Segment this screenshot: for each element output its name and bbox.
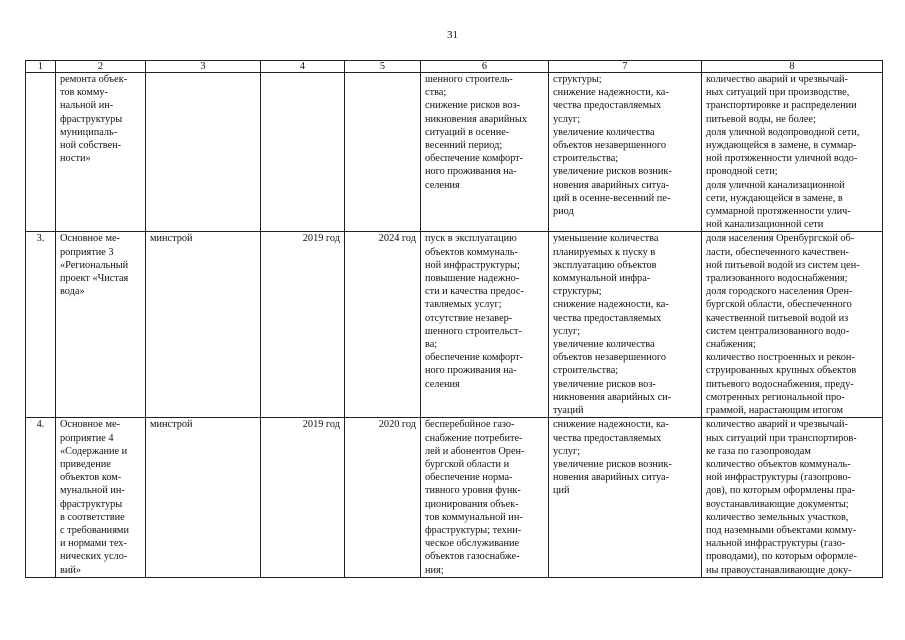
end-year: [345, 73, 421, 232]
header-col-5: 5: [345, 61, 421, 73]
header-col-8: 8: [702, 61, 883, 73]
consequences: структуры; снижение надежности, ка- чества предоставляемых услуг; увеличение количества объектов незавершенного строительства; увеличение рисков возник- новения аварийных ситуа- ций в осенне-весенний пе- риод: [549, 73, 702, 232]
header-col-1: 1: [26, 61, 56, 73]
end-year: 2020 год: [345, 418, 421, 577]
table-row: [26, 418, 883, 577]
consequences: снижение надежности, ка- чества предоставляемых услуг; увеличение рисков возник- новения аварийных ситуа- ций: [549, 418, 702, 577]
consequences: уменьшение количества планируемых к пуску в эксплуатацию объектов коммунальной инфра- структуры; снижение надежности, ка- чества предоставляемых услуг; увеличение количества объектов незавершенного строительства; увеличение рисков воз- никновения аварийных си- туаций: [549, 232, 702, 418]
header-col-7: 7: [549, 61, 702, 73]
header-row: [26, 61, 883, 73]
row-number: 3.: [26, 232, 56, 418]
expected-results: пуск в эксплуатацию объектов коммуналь- ной инфраструктуры; повышение надежно- сти и качества предос- тавляемых услуг; отсутствие незавер- шенного строительст- ва; обеспечение комфорт- ного проживания на- селения: [421, 232, 549, 418]
measures-table: [25, 60, 883, 578]
indicators: доля населения Оренбургской об- ласти, обеспеченного качествен- ной питьевой водой из систем цен- трализованного водоснабжения; доля городского населения Орен- бургской области, обеспеченного качественной питьевой водой из систем централизованного водо- снабжения; количество построенных и рекон- струированных крупных объектов питьевого водоснабжения, преду- смотренных региональной про- граммой, нарастающим итогом: [702, 232, 883, 418]
expected-results: бесперебойное газо- снабжение потребите- лей и абонентов Орен- бургской области и обеспечение норма- тивного уровня функ- ционирования объек- тов коммунальной ин- фраструктуры; техни- ческое обслуживание объектов газоснабже- ния;: [421, 418, 549, 577]
start-year: 2019 год: [261, 418, 345, 577]
header-col-2: 2: [56, 61, 146, 73]
header-col-3: 3: [146, 61, 261, 73]
indicators: количество аварий и чрезвычай- ных ситуаций при транспортиров- ке газа по газопроводам количество объектов коммуналь- ной инфраструктуры (газопрово- дов), по которым оформлены пра- воустанавливающие документы; количество земельных участков, под наземными объектами комму- нальной инфраструктуры (газо- проводами), по которым оформле- ны правоустанавливающие доку-: [702, 418, 883, 577]
measure-name: Основное ме- роприятие 4 «Содержание и приведение объектов ком- мунальной ин- фраструктуры в соответствие с требованиями и нормами тех- нических усло- вий»: [56, 418, 146, 577]
executor: минстрой: [146, 418, 261, 577]
header-col-6: 6: [421, 61, 549, 73]
start-year: 2019 год: [261, 232, 345, 418]
header-col-4: 4: [261, 61, 345, 73]
row-number: 4.: [26, 418, 56, 577]
page-number: 31: [447, 29, 458, 41]
row-number: [26, 73, 56, 232]
start-year: [261, 73, 345, 232]
table-row: [26, 232, 883, 418]
measure-name: Основное ме- роприятие 3 «Региональный проект «Чистая вода»: [56, 232, 146, 418]
executor: минстрой: [146, 232, 261, 418]
executor: [146, 73, 261, 232]
measure-name: ремонта объек- тов комму- нальной ин- фраструктуры муниципаль- ной собствен- ности»: [56, 73, 146, 232]
indicators: количество аварий и чрезвычай- ных ситуаций при производстве, транспортировке и распределении питьевой воды, не более; доля уличной водопроводной сети, нуждающейся в замене, в суммар- ной протяженности уличной водо- проводной сети; доля уличной канализационной сети, нуждающейся в замене, в суммарной протяженности улич- ной канализационной сети: [702, 73, 883, 232]
expected-results: шенного строитель- ства; снижение рисков воз- никновения аварийных ситуаций в осенне- весенний период; обеспечение комфорт- ного проживания на- селения: [421, 73, 549, 232]
end-year: 2024 год: [345, 232, 421, 418]
table-row: [26, 73, 883, 232]
